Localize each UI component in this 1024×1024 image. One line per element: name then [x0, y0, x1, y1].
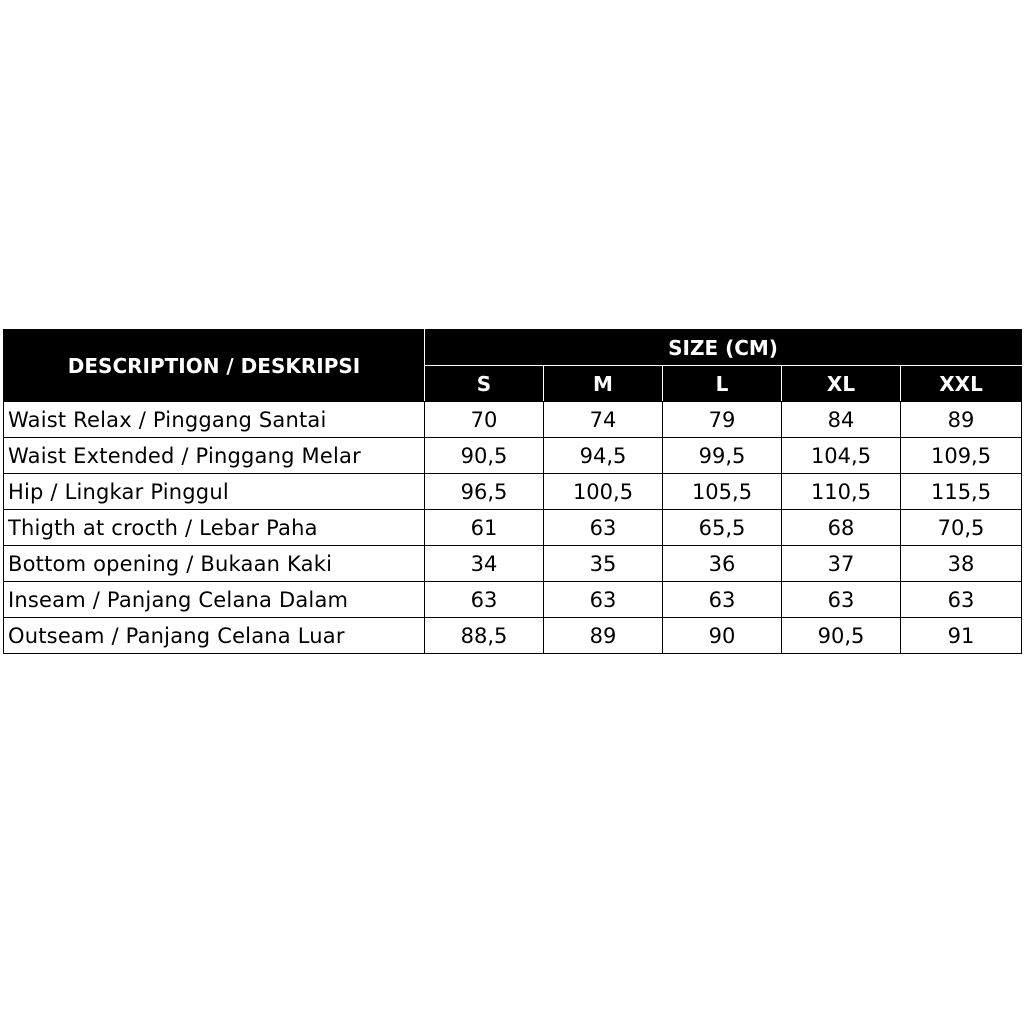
cell-value: 70 [425, 402, 544, 438]
row-label: Inseam / Panjang Celana Dalam [4, 582, 425, 618]
cell-value: 63 [782, 582, 901, 618]
header-row-group [4, 330, 1022, 366]
cell-value: 63 [544, 582, 663, 618]
cell-value: 63 [901, 582, 1022, 618]
cell-value: 63 [425, 582, 544, 618]
cell-value: 104,5 [782, 438, 901, 474]
cell-value: 105,5 [663, 474, 782, 510]
row-label: Bottom opening / Bukaan Kaki [4, 546, 425, 582]
row-label: Hip / Lingkar Pinggul [4, 474, 425, 510]
cell-value: 94,5 [544, 438, 663, 474]
size-header-xl: XL [782, 366, 901, 402]
cell-value: 68 [782, 510, 901, 546]
table-row [4, 582, 1022, 618]
cell-value: 36 [663, 546, 782, 582]
size-header-m: M [544, 366, 663, 402]
table-row [4, 438, 1022, 474]
size-group-header: SIZE (CM) [425, 330, 1022, 366]
cell-value: 63 [544, 510, 663, 546]
size-chart-table [3, 329, 1022, 654]
cell-value: 34 [425, 546, 544, 582]
size-header-xxl: XXL [901, 366, 1022, 402]
cell-value: 88,5 [425, 618, 544, 654]
cell-value: 90,5 [782, 618, 901, 654]
cell-value: 79 [663, 402, 782, 438]
row-label: Outseam / Panjang Celana Luar [4, 618, 425, 654]
cell-value: 89 [901, 402, 1022, 438]
cell-value: 74 [544, 402, 663, 438]
cell-value: 89 [544, 618, 663, 654]
cell-value: 91 [901, 618, 1022, 654]
cell-value: 84 [782, 402, 901, 438]
cell-value: 65,5 [663, 510, 782, 546]
table-row [4, 618, 1022, 654]
cell-value: 115,5 [901, 474, 1022, 510]
description-header: DESCRIPTION / DESKRIPSI [4, 330, 425, 402]
table-row [4, 474, 1022, 510]
cell-value: 90,5 [425, 438, 544, 474]
cell-value: 61 [425, 510, 544, 546]
cell-value: 35 [544, 546, 663, 582]
table-row [4, 510, 1022, 546]
cell-value: 96,5 [425, 474, 544, 510]
table-row [4, 402, 1022, 438]
cell-value: 70,5 [901, 510, 1022, 546]
cell-value: 38 [901, 546, 1022, 582]
row-label: Waist Relax / Pinggang Santai [4, 402, 425, 438]
cell-value: 110,5 [782, 474, 901, 510]
cell-value: 100,5 [544, 474, 663, 510]
row-label: Thigth at crocth / Lebar Paha [4, 510, 425, 546]
cell-value: 109,5 [901, 438, 1022, 474]
size-header-s: S [425, 366, 544, 402]
table-row [4, 546, 1022, 582]
size-header-l: L [663, 366, 782, 402]
row-label: Waist Extended / Pinggang Melar [4, 438, 425, 474]
cell-value: 90 [663, 618, 782, 654]
cell-value: 99,5 [663, 438, 782, 474]
cell-value: 63 [663, 582, 782, 618]
cell-value: 37 [782, 546, 901, 582]
